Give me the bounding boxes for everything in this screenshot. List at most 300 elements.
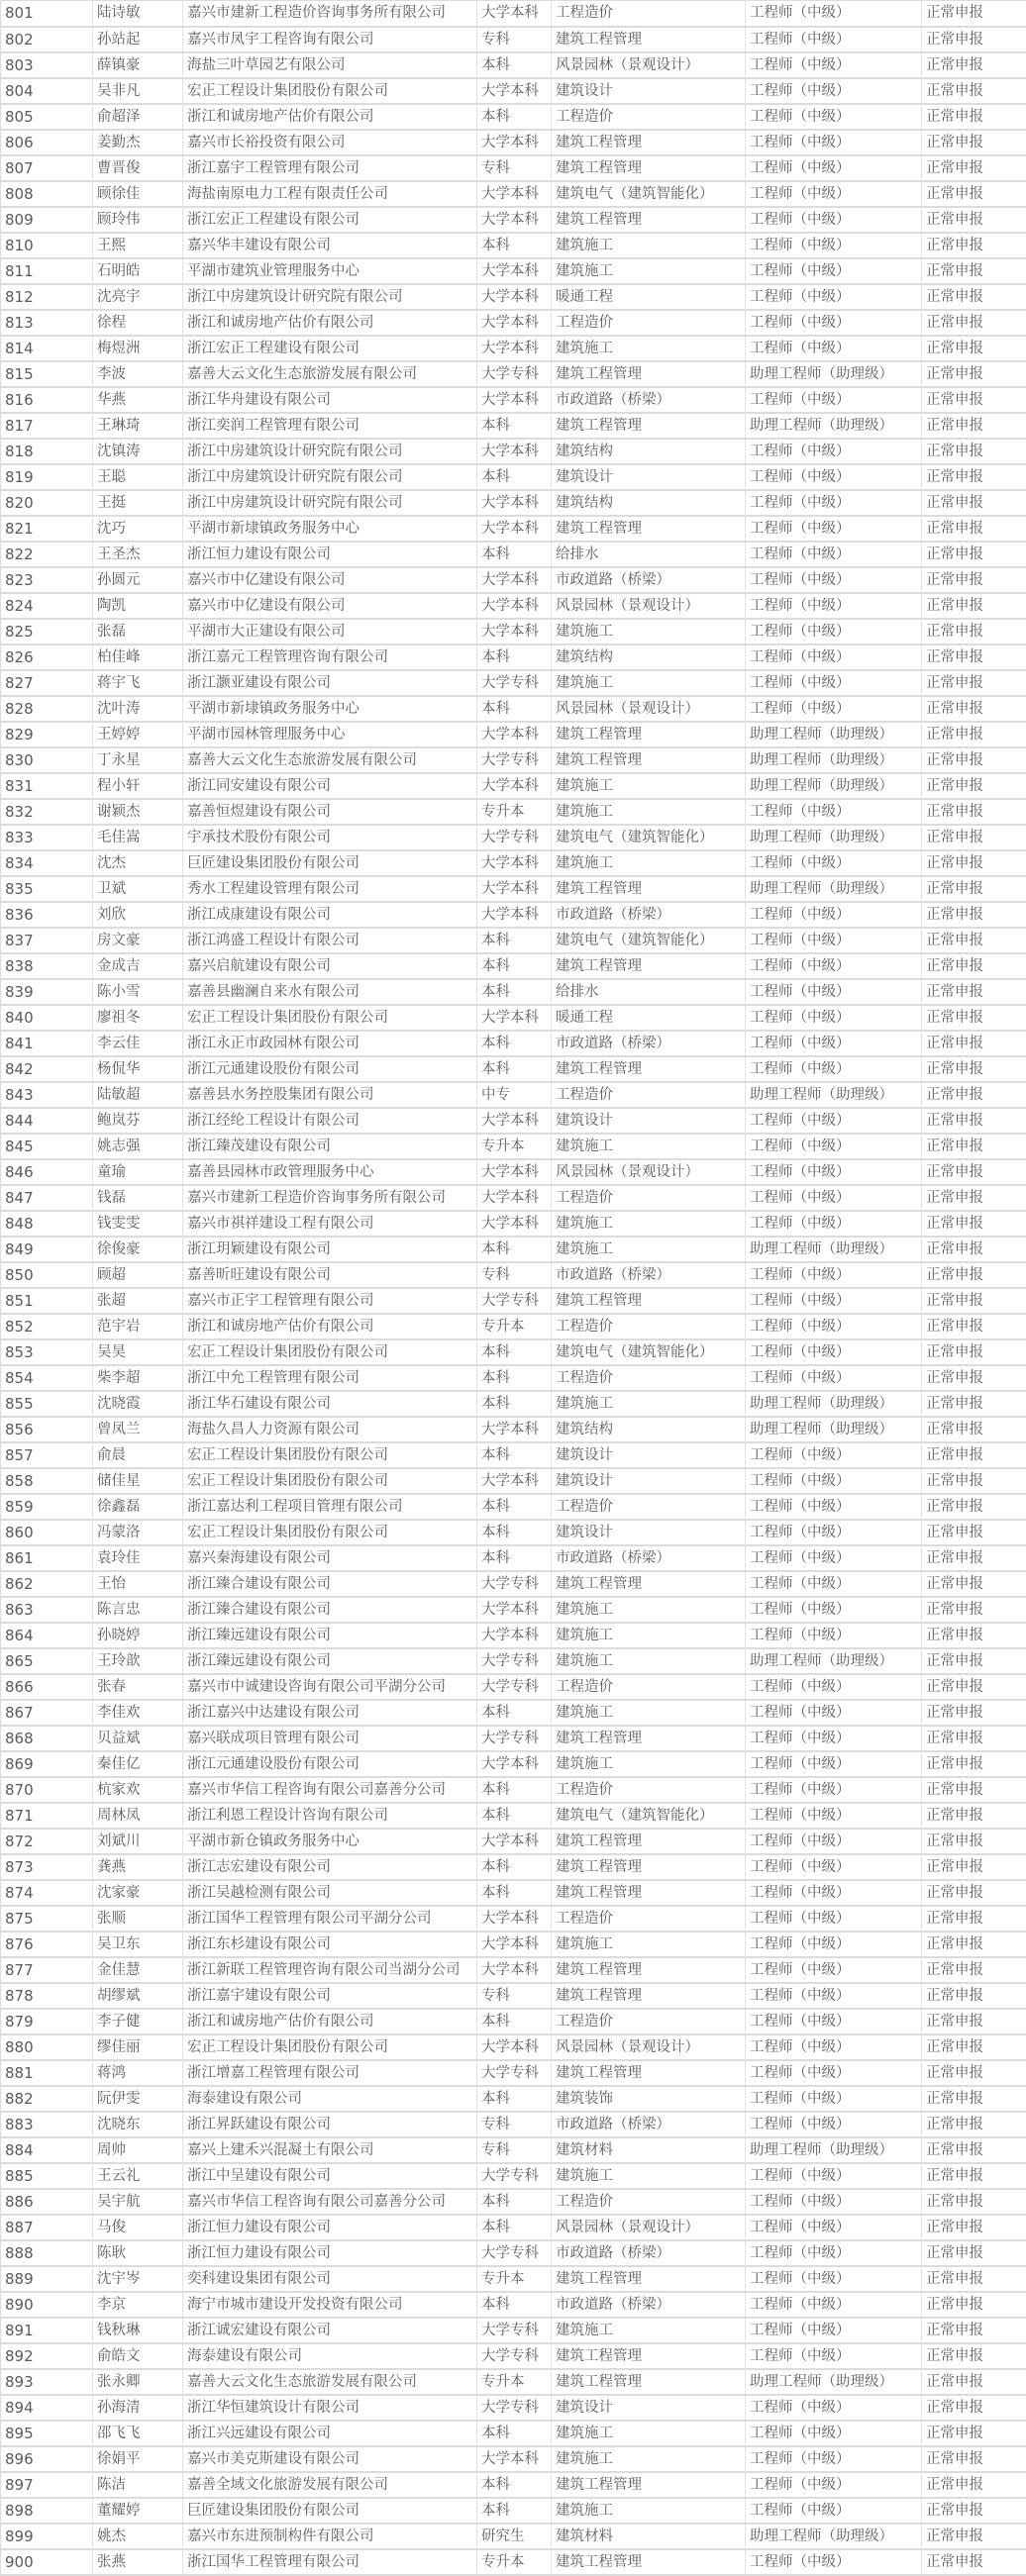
employer-name-cell: 浙江中房建筑设计研究院有限公司 [183,439,477,464]
applicant-name-cell: 李云佳 [93,1031,183,1056]
employer-name-cell: 浙江华石建设有限公司 [183,1391,477,1417]
row-number-cell: 867 [1,1700,93,1726]
applicant-name-cell: 张超 [93,1288,183,1314]
application-status-cell: 正常申报 [922,1983,1026,2009]
application-status-cell: 正常申报 [922,1442,1026,1468]
education-level-cell: 大学专科 [477,747,552,773]
table-row [1,1854,1026,1880]
row-number-cell: 805 [1,104,93,130]
major-field-cell: 工程造价 [552,104,746,130]
major-field-cell: 建筑施工 [552,799,746,825]
title-level-cell: 工程师（中级） [746,1314,922,1339]
table-row [1,1829,1026,1854]
applicant-name-cell: 薛镇豪 [93,52,183,78]
major-field-cell: 建筑施工 [552,233,746,258]
education-level-cell: 大学本科 [477,336,552,361]
education-level-cell: 大学本科 [477,902,552,928]
major-field-cell: 风景园林（景观设计） [552,52,746,78]
education-level-cell: 本科 [477,1365,552,1391]
application-status-cell: 正常申报 [922,2137,1026,2163]
table-row [1,490,1026,516]
row-number-cell: 829 [1,722,93,747]
title-level-cell: 工程师（中级） [746,1803,922,1829]
employer-name-cell: 浙江国华工程管理有限公司 [183,2549,477,2575]
application-status-cell: 正常申报 [922,2421,1026,2446]
application-status-cell: 正常申报 [922,310,1026,336]
applicant-name-cell: 徐程 [93,310,183,336]
education-level-cell: 大学专科 [477,825,552,850]
major-field-cell: 建筑施工 [552,1597,746,1623]
title-level-cell: 工程师（中级） [746,1494,922,1520]
roster-body [1,1,1026,2575]
application-status-cell: 正常申报 [922,336,1026,361]
education-level-cell: 本科 [477,1442,552,1468]
employer-name-cell: 浙江恒力建设有限公司 [183,542,477,567]
title-level-cell: 工程师（中级） [746,387,922,413]
employer-name-cell: 浙江灏亚建设有限公司 [183,670,477,696]
employer-name-cell: 海泰建设有限公司 [183,2343,477,2369]
row-number-cell: 861 [1,1545,93,1571]
applicant-name-cell: 程小轩 [93,773,183,799]
major-field-cell: 建筑施工 [552,2498,746,2524]
employer-name-cell: 嘉兴市建新工程造价咨询事务所有限公司 [183,1,477,27]
major-field-cell: 工程造价 [552,1674,746,1700]
row-number-cell: 801 [1,1,93,27]
major-field-cell: 建筑工程管理 [552,2266,746,2292]
application-status-cell: 正常申报 [922,902,1026,928]
education-level-cell: 大学本科 [477,876,552,902]
application-status-cell: 正常申报 [922,439,1026,464]
employer-name-cell: 嘉兴市凤宇工程咨询有限公司 [183,27,477,52]
applicant-name-cell: 陈洁 [93,2472,183,2498]
application-status-cell: 正常申报 [922,1082,1026,1108]
table-row [1,2189,1026,2215]
major-field-cell: 市政道路（桥梁） [552,2240,746,2266]
employer-name-cell: 浙江国华工程管理有限公司平湖分公司 [183,1906,477,1932]
table-row [1,2524,1026,2549]
application-status-cell: 正常申报 [922,516,1026,542]
row-number-cell: 887 [1,2215,93,2240]
title-level-cell: 工程师（中级） [746,1726,922,1751]
applicant-name-cell: 阮伊雯 [93,2086,183,2112]
major-field-cell: 给排水 [552,542,746,567]
employer-name-cell: 浙江华舟建设有限公司 [183,387,477,413]
education-level-cell: 大学专科 [477,1648,552,1674]
application-status-cell: 正常申报 [922,979,1026,1005]
row-number-cell: 838 [1,953,93,979]
row-number-cell: 866 [1,1674,93,1700]
employer-name-cell: 浙江宏正工程建设有限公司 [183,207,477,233]
table-row [1,1648,1026,1674]
employer-name-cell: 浙江玥颖建设有限公司 [183,1237,477,1262]
title-level-cell: 工程师（中级） [746,1185,922,1211]
application-status-cell: 正常申报 [922,1700,1026,1726]
application-status-cell: 正常申报 [922,490,1026,516]
row-number-cell: 897 [1,2472,93,2498]
title-level-cell: 助理工程师（助理级） [746,1391,922,1417]
application-status-cell: 正常申报 [922,1880,1026,1906]
applicant-name-cell: 毛佳嵩 [93,825,183,850]
application-status-cell: 正常申报 [922,2498,1026,2524]
applicant-name-cell: 沈晓霞 [93,1391,183,1417]
employer-name-cell: 巨匠建设集团股份有限公司 [183,2498,477,2524]
title-level-cell: 助理工程师（助理级） [746,2369,922,2395]
row-number-cell: 880 [1,2034,93,2060]
table-row [1,1880,1026,1906]
row-number-cell: 879 [1,2009,93,2034]
education-level-cell: 大学本科 [477,1597,552,1623]
applicant-name-cell: 丁永星 [93,747,183,773]
row-number-cell: 807 [1,155,93,181]
application-status-cell: 正常申报 [922,1288,1026,1314]
title-level-cell: 工程师（中级） [746,1005,922,1031]
application-status-cell: 正常申报 [922,542,1026,567]
row-number-cell: 837 [1,928,93,953]
table-row [1,1597,1026,1623]
title-level-cell: 工程师（中级） [746,1211,922,1237]
major-field-cell: 建筑设计 [552,1520,746,1545]
education-level-cell: 本科 [477,413,552,439]
employer-name-cell: 浙江中呈建设有限公司 [183,2163,477,2189]
applicant-name-cell: 张春 [93,1674,183,1700]
education-level-cell: 本科 [477,104,552,130]
education-level-cell: 大学专科 [477,2343,552,2369]
education-level-cell: 大学本科 [477,722,552,747]
employer-name-cell: 浙江和诚房地产估价有限公司 [183,1314,477,1339]
table-row [1,1545,1026,1571]
row-number-cell: 870 [1,1777,93,1803]
title-level-cell: 工程师（中级） [746,670,922,696]
applicant-name-cell: 梅煜洲 [93,336,183,361]
title-level-cell: 工程师（中级） [746,1,922,27]
application-status-cell: 正常申报 [922,2318,1026,2343]
education-level-cell: 大学本科 [477,181,552,207]
row-number-cell: 814 [1,336,93,361]
title-level-cell: 工程师（中级） [746,439,922,464]
table-row [1,1442,1026,1468]
major-field-cell: 建筑施工 [552,336,746,361]
employer-name-cell: 宏正工程设计集团股份有限公司 [183,2034,477,2060]
application-status-cell: 正常申报 [922,2163,1026,2189]
education-level-cell: 本科 [477,953,552,979]
table-row [1,1932,1026,1957]
application-status-cell: 正常申报 [922,155,1026,181]
major-field-cell: 建筑结构 [552,490,746,516]
major-field-cell: 工程造价 [552,1777,746,1803]
row-number-cell: 864 [1,1623,93,1648]
education-level-cell: 大学本科 [477,516,552,542]
applicant-name-cell: 徐俊豪 [93,1237,183,1262]
major-field-cell: 建筑设计 [552,464,746,490]
table-row [1,1,1026,27]
education-level-cell: 本科 [477,1520,552,1545]
employer-name-cell: 海盐久昌人力资源有限公司 [183,1417,477,1442]
employer-name-cell: 宏正工程设计集团股份有限公司 [183,1339,477,1365]
major-field-cell: 建筑结构 [552,439,746,464]
row-number-cell: 851 [1,1288,93,1314]
row-number-cell: 853 [1,1339,93,1365]
applicant-name-cell: 吴卫东 [93,1932,183,1957]
major-field-cell: 建筑电气（建筑智能化） [552,825,746,850]
major-field-cell: 暖通工程 [552,284,746,310]
applicant-name-cell: 沈巧 [93,516,183,542]
application-status-cell: 正常申报 [922,258,1026,284]
row-number-cell: 817 [1,413,93,439]
table-row [1,799,1026,825]
row-number-cell: 843 [1,1082,93,1108]
major-field-cell: 工程造价 [552,1314,746,1339]
education-level-cell: 大学本科 [477,1932,552,1957]
major-field-cell: 市政道路（桥梁） [552,1031,746,1056]
major-field-cell: 建筑施工 [552,2163,746,2189]
applicant-name-cell: 杨侃华 [93,1056,183,1082]
applicant-name-cell: 王聪 [93,464,183,490]
application-status-cell: 正常申报 [922,207,1026,233]
applicant-name-cell: 姚志强 [93,1134,183,1159]
major-field-cell: 建筑施工 [552,2446,746,2472]
application-status-cell: 正常申报 [922,1623,1026,1648]
applicant-name-cell: 沈镇涛 [93,439,183,464]
title-level-cell: 助理工程师（助理级） [746,876,922,902]
major-field-cell: 市政道路（桥梁） [552,387,746,413]
applicant-name-cell: 金佳慧 [93,1957,183,1983]
row-number-cell: 850 [1,1262,93,1288]
table-row [1,1391,1026,1417]
table-row [1,593,1026,619]
application-status-cell: 正常申报 [922,2446,1026,2472]
major-field-cell: 建筑工程管理 [552,876,746,902]
employer-name-cell: 嘉善县水务控股集团有限公司 [183,1082,477,1108]
application-status-cell: 正常申报 [922,1932,1026,1957]
employer-name-cell: 平湖市新埭镇政务服务中心 [183,696,477,722]
education-level-cell: 大学本科 [477,310,552,336]
title-level-cell: 工程师（中级） [746,2009,922,2034]
title-level-cell: 工程师（中级） [746,619,922,644]
employer-name-cell: 浙江宏正工程建设有限公司 [183,336,477,361]
row-number-cell: 891 [1,2318,93,2343]
application-status-cell: 正常申报 [922,2189,1026,2215]
applicant-name-cell: 陈耿 [93,2240,183,2266]
row-number-cell: 808 [1,181,93,207]
employer-name-cell: 嘉兴市东进预制构件有限公司 [183,2524,477,2549]
employer-name-cell: 嘉善大云文化生态旅游发展有限公司 [183,361,477,387]
applicant-name-cell: 张顺 [93,1906,183,1932]
title-level-cell: 工程师（中级） [746,1880,922,1906]
major-field-cell: 建筑工程管理 [552,1854,746,1880]
row-number-cell: 845 [1,1134,93,1159]
education-level-cell: 大学本科 [477,1211,552,1237]
table-row [1,310,1026,336]
employer-name-cell: 浙江嘉宇建设有限公司 [183,1983,477,2009]
major-field-cell: 建筑施工 [552,619,746,644]
row-number-cell: 849 [1,1237,93,1262]
title-level-cell: 助理工程师（助理级） [746,1648,922,1674]
major-field-cell: 风景园林（景观设计） [552,2215,746,2240]
employer-name-cell: 浙江增嘉工程管理有限公司 [183,2060,477,2086]
row-number-cell: 812 [1,284,93,310]
application-status-cell: 正常申报 [922,413,1026,439]
title-level-cell: 工程师（中级） [746,1623,922,1648]
education-level-cell: 本科 [477,1545,552,1571]
application-status-cell: 正常申报 [922,2060,1026,2086]
application-status-cell: 正常申报 [922,1031,1026,1056]
row-number-cell: 886 [1,2189,93,2215]
employer-name-cell: 浙江奕润工程管理有限公司 [183,413,477,439]
education-level-cell: 大学专科 [477,670,552,696]
row-number-cell: 863 [1,1597,93,1623]
application-status-cell: 正常申报 [922,2240,1026,2266]
major-field-cell: 建筑工程管理 [552,1726,746,1751]
major-field-cell: 建筑工程管理 [552,2369,746,2395]
application-status-cell: 正常申报 [922,1854,1026,1880]
major-field-cell: 暖通工程 [552,1005,746,1031]
title-level-cell: 助理工程师（助理级） [746,413,922,439]
application-status-cell: 正常申报 [922,2549,1026,2575]
table-row [1,2112,1026,2137]
row-number-cell: 854 [1,1365,93,1391]
title-level-cell: 工程师（中级） [746,1777,922,1803]
education-level-cell: 大学本科 [477,567,552,593]
table-row [1,27,1026,52]
major-field-cell: 建筑施工 [552,850,746,876]
application-status-cell: 正常申报 [922,722,1026,747]
title-level-cell: 工程师（中级） [746,2395,922,2421]
applicant-name-cell: 刘斌川 [93,1829,183,1854]
employer-name-cell: 浙江兴远建设有限公司 [183,2421,477,2446]
education-level-cell: 专科 [477,2112,552,2137]
applicant-name-cell: 钱雯雯 [93,1211,183,1237]
application-status-cell: 正常申报 [922,1751,1026,1777]
table-row [1,722,1026,747]
major-field-cell: 建筑工程管理 [552,516,746,542]
row-number-cell: 865 [1,1648,93,1674]
employer-name-cell: 浙江永正市政园林有限公司 [183,1031,477,1056]
table-row [1,2240,1026,2266]
education-level-cell: 专科 [477,27,552,52]
row-number-cell: 847 [1,1185,93,1211]
title-level-cell: 工程师（中级） [746,1854,922,1880]
applicant-name-cell: 缪佳丽 [93,2034,183,2060]
application-status-cell: 正常申报 [922,284,1026,310]
employer-name-cell: 浙江中房建筑设计研究院有限公司 [183,464,477,490]
education-level-cell: 本科 [477,1494,552,1520]
table-row [1,825,1026,850]
title-level-cell: 工程师（中级） [746,1957,922,1983]
education-level-cell: 专科 [477,1262,552,1288]
application-status-cell: 正常申报 [922,2343,1026,2369]
table-row [1,696,1026,722]
row-number-cell: 825 [1,619,93,644]
table-row [1,258,1026,284]
employer-name-cell: 平湖市新埭镇政务服务中心 [183,516,477,542]
title-level-cell: 工程师（中级） [746,2240,922,2266]
applicant-name-cell: 王云礼 [93,2163,183,2189]
applicant-name-cell: 华燕 [93,387,183,413]
employer-name-cell: 浙江中房建筑设计研究院有限公司 [183,490,477,516]
major-field-cell: 建筑工程管理 [552,2549,746,2575]
education-level-cell: 大学本科 [477,1623,552,1648]
major-field-cell: 市政道路（桥梁） [552,1545,746,1571]
major-field-cell: 建筑施工 [552,1700,746,1726]
major-field-cell: 建筑工程管理 [552,953,746,979]
applicant-name-cell: 钱秋琳 [93,2318,183,2343]
major-field-cell: 建筑结构 [552,644,746,670]
employer-name-cell: 浙江东杉建设有限公司 [183,1932,477,1957]
major-field-cell: 市政道路（桥梁） [552,2292,746,2318]
title-level-cell: 工程师（中级） [746,336,922,361]
application-status-cell: 正常申报 [922,1,1026,27]
row-number-cell: 811 [1,258,93,284]
title-level-cell: 工程师（中级） [746,2343,922,2369]
applicant-name-cell: 秦佳亿 [93,1751,183,1777]
applicant-name-cell: 吴非凡 [93,78,183,104]
employer-name-cell: 浙江臻远建设有限公司 [183,1648,477,1674]
applicant-name-cell: 杭家欢 [93,1777,183,1803]
title-level-cell: 工程师（中级） [746,567,922,593]
table-row [1,2086,1026,2112]
applicant-name-cell: 顾玲伟 [93,207,183,233]
title-level-cell: 工程师（中级） [746,78,922,104]
title-level-cell: 工程师（中级） [746,2446,922,2472]
row-number-cell: 868 [1,1726,93,1751]
application-status-cell: 正常申报 [922,2034,1026,2060]
employer-name-cell: 嘉兴市华信工程咨询有限公司嘉善分公司 [183,2189,477,2215]
row-number-cell: 883 [1,2112,93,2137]
row-number-cell: 894 [1,2395,93,2421]
application-status-cell: 正常申报 [922,2395,1026,2421]
title-level-cell: 工程师（中级） [746,52,922,78]
major-field-cell: 市政道路（桥梁） [552,567,746,593]
title-level-cell: 工程师（中级） [746,1442,922,1468]
employer-name-cell: 浙江和诚房地产估价有限公司 [183,2009,477,2034]
applicant-name-cell: 房文豪 [93,928,183,953]
applicant-name-cell: 柏佳峰 [93,644,183,670]
education-level-cell: 大学本科 [477,1185,552,1211]
row-number-cell: 857 [1,1442,93,1468]
title-level-cell: 工程师（中级） [746,310,922,336]
application-status-cell: 正常申报 [922,2369,1026,2395]
row-number-cell: 856 [1,1417,93,1442]
table-row [1,2034,1026,2060]
row-number-cell: 873 [1,1854,93,1880]
major-field-cell: 工程造价 [552,1,746,27]
education-level-cell: 大学专科 [477,361,552,387]
major-field-cell: 风景园林（景观设计） [552,696,746,722]
title-level-cell: 工程师（中级） [746,2318,922,2343]
title-level-cell: 工程师（中级） [746,27,922,52]
education-level-cell: 本科 [477,1031,552,1056]
application-status-cell: 正常申报 [922,567,1026,593]
table-row [1,1906,1026,1932]
applicant-name-cell: 李波 [93,361,183,387]
table-row [1,1134,1026,1159]
title-level-cell: 工程师（中级） [746,2060,922,2086]
employer-name-cell: 嘉善大云文化生态旅游发展有限公司 [183,747,477,773]
applicant-name-cell: 柴李超 [93,1365,183,1391]
education-level-cell: 大学本科 [477,1906,552,1932]
education-level-cell: 本科 [477,1854,552,1880]
employer-name-cell: 嘉兴市华信工程咨询有限公司嘉善分公司 [183,1777,477,1803]
applicant-name-cell: 陈小雪 [93,979,183,1005]
row-number-cell: 889 [1,2266,93,2292]
applicant-name-cell: 孙站起 [93,27,183,52]
applicant-name-cell: 沈亮宇 [93,284,183,310]
education-level-cell: 大学本科 [477,2034,552,2060]
application-status-cell: 正常申报 [922,619,1026,644]
major-field-cell: 建筑材料 [552,2524,746,2549]
application-status-cell: 正常申报 [922,1494,1026,1520]
table-row [1,104,1026,130]
